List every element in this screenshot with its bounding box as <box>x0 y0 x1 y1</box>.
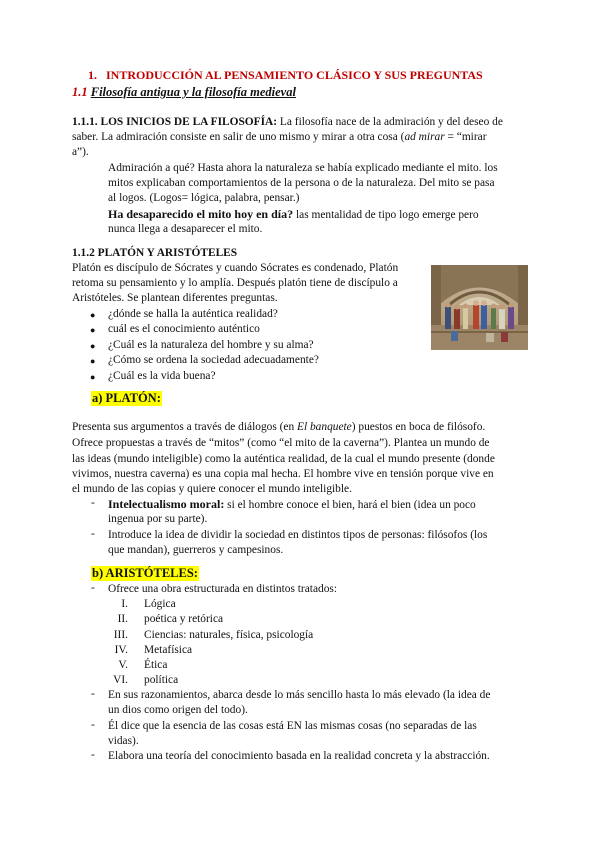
question-bullet: ¿Cuál es la vida buena? <box>108 370 216 382</box>
section-111-indent-line: Admiración a qué? Hasta ahora la naturaleza se había explicado mediante el mito. los <box>108 162 498 174</box>
intelectualismo-moral-label: Intelectualismo moral: <box>108 497 225 511</box>
treatise-item: poética y retórica <box>144 613 224 625</box>
section-111-indent-line: mitos explicaban comportamientos de la persona o de la naturaleza. Del mito se pasa <box>108 177 495 189</box>
section-112-line: retoma su pensamiento y lo amplía. Después platón tiene de discípulo a <box>72 277 398 289</box>
treatise-item: Ciencias: naturales, física, psicología <box>144 629 314 641</box>
dash-marker: - <box>91 719 95 731</box>
treatise-number: II. <box>117 613 128 625</box>
treatise-number: V. <box>118 659 128 671</box>
aristoteles-point-3: Elabora una teoría del conocimiento basada en la realidad concreta y la abstracción. <box>108 750 490 762</box>
treatise-item: Ética <box>144 659 168 671</box>
bullet-dot: ● <box>90 310 96 320</box>
section-111-question-line2: nunca llega a desaparecer el mito. <box>108 223 263 235</box>
treatise-item: política <box>144 674 179 686</box>
question-bullet: cuál es el conocimiento auténtico <box>108 323 260 335</box>
question-bullet: ¿dónde se halla la auténtica realidad? <box>108 308 278 320</box>
mito-question-bold: Ha desaparecido el mito hoy en día? <box>108 207 294 221</box>
section-111-line2 <box>72 130 486 146</box>
platon-paragraph-line: las ideas (mundo inteligible) como la auténtica realidad, de la cual el mundo presente (donde <box>72 453 495 465</box>
section-111-indent-line: al logos. (Logos= lógica, palabra, pensar.) <box>108 192 300 204</box>
dash-marker: - <box>91 688 95 700</box>
dash-marker: - <box>91 582 95 594</box>
platon-point-2: Introduce la idea de dividir la sociedad en distintos tipos de personas: filósofos (los <box>108 529 488 541</box>
main-heading-number: 1. <box>88 68 97 82</box>
main-heading <box>88 68 483 83</box>
platon-paragraph-line: Ofrece propuestas a través de “mitos” (como “el mito de la caverna”). Plantea un mundo de <box>72 437 490 449</box>
treatise-number: I. <box>121 598 128 610</box>
section-111-line3: a”). <box>72 146 89 158</box>
sub-heading-number: 1.1 <box>72 85 88 99</box>
aristoteles-point-2-line2: vidas). <box>108 735 139 747</box>
aristoteles-intro: Ofrece una obra estructurada en distintos tratados: <box>108 583 337 595</box>
aristoteles-point-1: En sus razonamientos, abarca desde lo más sencillo hasta lo más elevado (la idea de <box>108 689 491 701</box>
dash-marker: - <box>91 497 95 509</box>
aristoteles-point-2: Él dice que la esencia de las cosas está EN las mismas cosas (no separadas de las <box>108 720 477 732</box>
mito-question-rest: las mentalidad de tipo logo emerge pero <box>293 209 479 221</box>
el-banquete-title: El banquete <box>297 421 352 433</box>
sub-heading <box>72 85 296 100</box>
section-111-italic: ad mirar <box>404 131 445 143</box>
dash-marker: - <box>91 749 95 761</box>
school-of-athens-painting <box>431 265 528 350</box>
section-111-title: 1.1.1. LOS INICIOS DE LA FILOSOFÍA: <box>72 116 278 128</box>
bullet-dot: ● <box>90 372 96 382</box>
platon-paragraph-line: vivimos, nuestra caverna) es una copia mal hecha. El hombre vive en tensión porque vive en <box>72 468 494 480</box>
treatise-item: Metafísica <box>144 644 193 656</box>
platon-text: ) puestos en boca de filósofo. <box>351 421 486 433</box>
platon-heading: a) PLATÓN: <box>92 391 161 405</box>
platon-point-text: si el hombre conoce el bien, hará el bien (idea un poco <box>224 499 476 511</box>
dash-marker: - <box>91 528 95 540</box>
bullet-dot: ● <box>90 341 96 351</box>
treatise-number: III. <box>113 629 128 641</box>
section-112-title: 1.1.2 PLATÓN Y ARISTÓTELES <box>72 247 238 259</box>
section-111-text: = “mirar <box>444 131 487 143</box>
treatise-number: IV. <box>114 644 128 656</box>
sub-heading-text: Filosofía antigua y la filosofía medieval <box>90 85 296 99</box>
platon-point-2-line2: que mandan), guerreros y campesinos. <box>108 544 284 556</box>
aristoteles-heading: b) ARISTÓTELES: <box>92 566 198 580</box>
bullet-dot: ● <box>90 356 96 366</box>
main-heading-text: INTRODUCCIÓN AL PENSAMIENTO CLÁSICO Y SUS PREGUNTAS <box>106 68 483 82</box>
section-112-line: Platón es discípulo de Sócrates y cuando Sócrates es condenado, Platón <box>72 262 399 274</box>
question-bullet: ¿Cómo se ordena la sociedad adecuadamente? <box>108 354 319 366</box>
platon-paragraph-line: el mundo de las copias y quiere conocer el mundo inteligible. <box>72 483 352 495</box>
section-112-line: Aristóteles. Se plantean diferentes preguntas. <box>72 292 278 304</box>
section-111-text: saber. La admiración consiste en salir de uno mismo y mirar a otra cosa ( <box>72 131 405 143</box>
platon-text: Presenta sus argumentos a través de diálogos (en <box>72 421 298 433</box>
question-bullet: ¿Cuál es la naturaleza del hombre y su alma? <box>108 339 314 351</box>
platon-paragraph-line1 <box>72 420 485 436</box>
treatise-number: VI. <box>113 674 128 686</box>
section-111-line1 <box>72 115 503 131</box>
bullet-dot: ● <box>90 325 96 335</box>
section-111-text: La filosofía nace de la admiración y del deseo de <box>277 116 503 128</box>
treatise-item: Lógica <box>144 598 176 610</box>
aristoteles-point-1-line2: un dios como origen del todo). <box>108 704 248 716</box>
platon-point-1-line2: ingenua por su parte). <box>108 513 208 525</box>
